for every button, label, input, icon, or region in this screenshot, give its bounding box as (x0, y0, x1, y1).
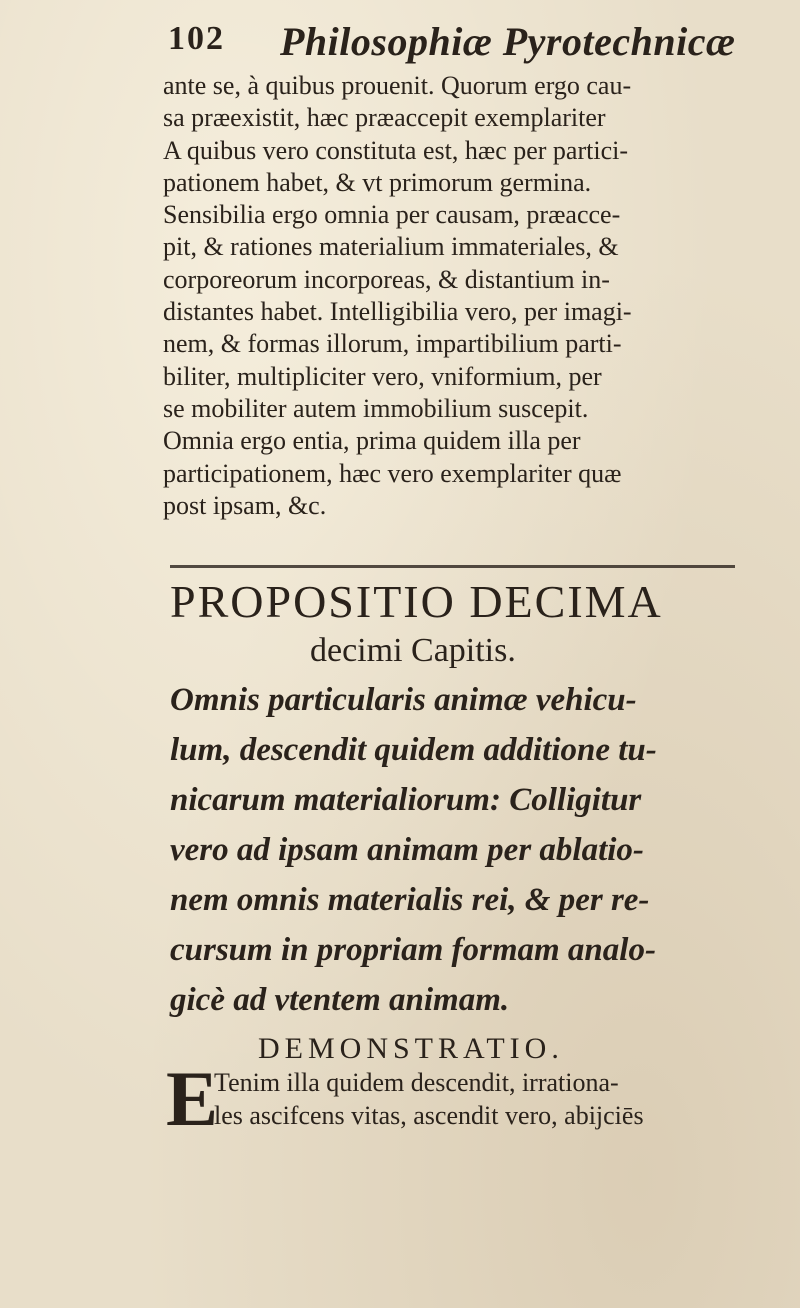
demonstration-text (214, 1066, 734, 1132)
running-title: Philosophiæ Pyrotechnicæ (280, 19, 736, 64)
statement-line: vero ad ipsam animam per ablatio- (170, 832, 644, 868)
proposition-statement (170, 675, 745, 1025)
paragraph-line: post ipsam, &c. (163, 490, 327, 520)
running-header (168, 14, 736, 64)
paragraph-line: pationem habet, & vt primorum germina. (163, 167, 592, 197)
paragraph-line: se mobiliter autem immobilium suscepit. (163, 393, 589, 423)
paragraph-line: participationem, hæc vero exemplariter quæ (163, 458, 622, 488)
paragraph-line: Sensibilia ergo omnia per causam, præacce- (163, 200, 621, 230)
statement-line: lum, descendit quidem additione tu- (170, 732, 657, 768)
paragraph-line: ante se, à quibus prouenit. Quorum ergo cau- (163, 71, 632, 100)
statement-line: nem omnis materialis rei, & per re- (170, 882, 650, 918)
paragraph-line: nem, & formas illorum, impartibilium parti- (163, 329, 622, 359)
statement-line: nicarum materialiorum: Colligitur (170, 782, 642, 818)
demonstration-heading: DEMONSTRATIO. (258, 1032, 564, 1065)
paragraph-line: corporeorum incorporeas, & distantium in- (163, 264, 610, 294)
demonstration-line: Tenim illa quidem descendit, irrationa- (214, 1068, 619, 1097)
body-paragraph (163, 70, 743, 522)
paragraph-line: Omnia ergo entia, prima quidem illa per (163, 426, 581, 456)
paragraph-line: distantes habet. Intelligibilia vero, per imagi- (163, 297, 632, 327)
paragraph-line: biliter, multipliciter vero, vniformium, per (163, 361, 602, 391)
proposition-subheading: decimi Capitis. (310, 632, 516, 669)
statement-line: Omnis particularis animæ vehicu- (170, 682, 637, 718)
paragraph-line: sa præexistit, hæc præaccepit exemplariter (163, 103, 606, 133)
section-divider (170, 565, 735, 568)
statement-line: gicè ad vtentem animam. (170, 982, 510, 1018)
statement-line: cursum in propriam formam analo- (170, 932, 656, 968)
page-number: 102 (168, 20, 225, 57)
paragraph-line: pit, & rationes materialium immateriales, & (163, 232, 619, 262)
drop-cap-letter: E (166, 1055, 219, 1142)
demonstration-line: les ascifcens vitas, ascendit vero, abijciēs (214, 1101, 644, 1130)
paragraph-line: A quibus vero constituta est, hæc per partici- (163, 135, 629, 165)
proposition-heading: PROPOSITIO DECIMA (170, 576, 663, 627)
